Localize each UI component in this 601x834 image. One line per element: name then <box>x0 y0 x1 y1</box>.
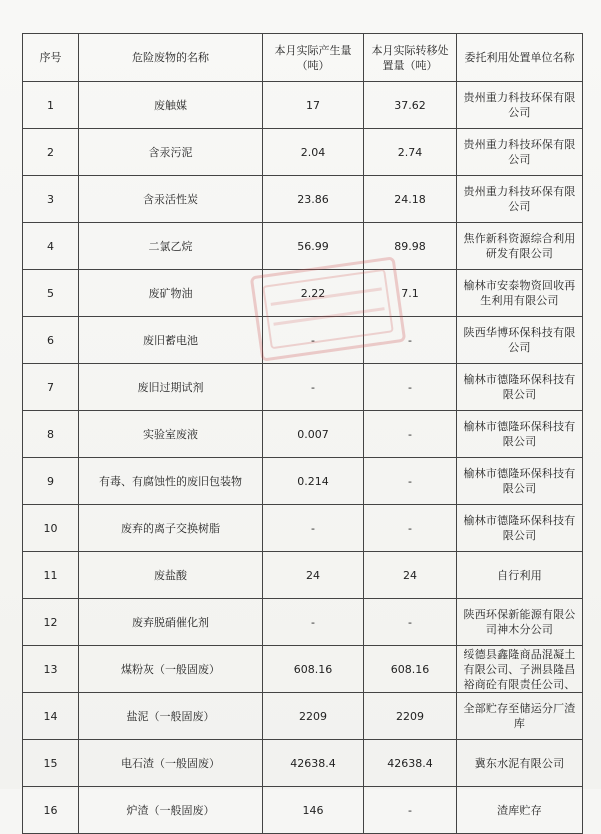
cell-unit: 陕西华博环保科技有限公司 <box>457 317 583 364</box>
cell-no: 5 <box>23 270 79 317</box>
cell-generated: 56.99 <box>263 223 364 270</box>
table-row <box>23 458 583 505</box>
cell-generated: - <box>263 599 364 646</box>
cell-transferred: 42638.4 <box>364 740 457 787</box>
cell-name: 废弃的离子交换树脂 <box>79 505 263 552</box>
cell-no: 11 <box>23 552 79 599</box>
table-row <box>23 176 583 223</box>
cell-transferred: - <box>364 505 457 552</box>
cell-no: 1 <box>23 82 79 129</box>
cell-name: 炉渣（一般固废） <box>79 787 263 834</box>
cell-no: 2 <box>23 129 79 176</box>
table-row <box>23 740 583 787</box>
cell-generated: 2.22 <box>263 270 364 317</box>
table-row <box>23 129 583 176</box>
header-row <box>23 34 583 82</box>
cell-name: 废触媒 <box>79 82 263 129</box>
cell-generated: 42638.4 <box>263 740 364 787</box>
header-transferred: 本月实际转移处置量（吨） <box>364 34 457 82</box>
cell-name: 电石渣（一般固废） <box>79 740 263 787</box>
cell-no: 6 <box>23 317 79 364</box>
table-row <box>23 223 583 270</box>
table-row <box>23 646 583 693</box>
cell-generated: - <box>263 364 364 411</box>
table-row <box>23 787 583 834</box>
cell-name: 废弃脱硝催化剂 <box>79 599 263 646</box>
cell-generated: 0.007 <box>263 411 364 458</box>
cell-transferred: 608.16 <box>364 646 457 693</box>
cell-unit: 焦作新科资源综合利用研发有限公司 <box>457 223 583 270</box>
cell-transferred: 37.62 <box>364 82 457 129</box>
table-row <box>23 505 583 552</box>
cell-unit: 榆林市德隆环保科技有限公司 <box>457 505 583 552</box>
cell-generated: 2.04 <box>263 129 364 176</box>
cell-generated: - <box>263 317 364 364</box>
cell-no: 14 <box>23 693 79 740</box>
header-unit: 委托利用处置单位名称 <box>457 34 583 82</box>
cell-name: 废盐酸 <box>79 552 263 599</box>
cell-transferred: - <box>364 787 457 834</box>
cell-no: 8 <box>23 411 79 458</box>
table-row <box>23 317 583 364</box>
cell-no: 4 <box>23 223 79 270</box>
cell-unit: 自行利用 <box>457 552 583 599</box>
table-row <box>23 364 583 411</box>
cell-name: 实验室废液 <box>79 411 263 458</box>
cell-transferred: - <box>364 458 457 505</box>
cell-unit: 榆林市安泰物资回收再生利用有限公司 <box>457 270 583 317</box>
cell-unit: 榆林市德隆环保科技有限公司 <box>457 458 583 505</box>
cell-no: 7 <box>23 364 79 411</box>
cell-name: 废旧过期试剂 <box>79 364 263 411</box>
cell-no: 12 <box>23 599 79 646</box>
cell-name: 废矿物油 <box>79 270 263 317</box>
cell-no: 13 <box>23 646 79 693</box>
cell-no: 3 <box>23 176 79 223</box>
cell-name: 二氯乙烷 <box>79 223 263 270</box>
cell-transferred: - <box>364 599 457 646</box>
cell-generated: 608.16 <box>263 646 364 693</box>
cell-transferred: 24.18 <box>364 176 457 223</box>
cell-unit: 贵州重力科技环保有限公司 <box>457 176 583 223</box>
cell-unit: 全部贮存至储运分厂渣库 <box>457 693 583 740</box>
cell-generated: 146 <box>263 787 364 834</box>
cell-generated: 23.86 <box>263 176 364 223</box>
cell-unit: 贵州重力科技环保有限公司 <box>457 129 583 176</box>
table-row <box>23 693 583 740</box>
cell-no: 10 <box>23 505 79 552</box>
cell-name: 含汞活性炭 <box>79 176 263 223</box>
cell-transferred: 2.74 <box>364 129 457 176</box>
cell-unit: 冀东水泥有限公司 <box>457 740 583 787</box>
cell-generated: 17 <box>263 82 364 129</box>
cell-name: 含汞污泥 <box>79 129 263 176</box>
cell-transferred: - <box>364 411 457 458</box>
cell-transferred: - <box>364 317 457 364</box>
hazardous-waste-table <box>22 33 583 834</box>
cell-name: 煤粉灰（一般固废） <box>79 646 263 693</box>
header-name: 危险废物的名称 <box>79 34 263 82</box>
cell-generated: 2209 <box>263 693 364 740</box>
table-row <box>23 411 583 458</box>
cell-unit: 榆林市德隆环保科技有限公司 <box>457 411 583 458</box>
table-row <box>23 82 583 129</box>
header-no: 序号 <box>23 34 79 82</box>
cell-unit: 渣库贮存 <box>457 787 583 834</box>
cell-transferred: 2209 <box>364 693 457 740</box>
cell-transferred: 7.1 <box>364 270 457 317</box>
table-row <box>23 599 583 646</box>
cell-unit: 绥德县鑫隆商品混凝土有限公司、子洲县隆昌裕商砼有限责任公司、 <box>457 646 583 693</box>
cell-unit: 陕西环保新能源有限公司神木分公司 <box>457 599 583 646</box>
cell-transferred: 24 <box>364 552 457 599</box>
cell-no: 15 <box>23 740 79 787</box>
cell-unit: 贵州重力科技环保有限公司 <box>457 82 583 129</box>
cell-unit: 榆林市德隆环保科技有限公司 <box>457 364 583 411</box>
cell-name: 废旧蓄电池 <box>79 317 263 364</box>
cell-name: 有毒、有腐蚀性的废旧包装物 <box>79 458 263 505</box>
cell-name: 盐泥（一般固废） <box>79 693 263 740</box>
cell-transferred: 89.98 <box>364 223 457 270</box>
cell-no: 9 <box>23 458 79 505</box>
table-row <box>23 270 583 317</box>
cell-generated: 24 <box>263 552 364 599</box>
header-generated: 本月实际产生量（吨） <box>263 34 364 82</box>
cell-generated: 0.214 <box>263 458 364 505</box>
cell-transferred: - <box>364 364 457 411</box>
cell-generated: - <box>263 505 364 552</box>
table-row <box>23 552 583 599</box>
cell-no: 16 <box>23 787 79 834</box>
